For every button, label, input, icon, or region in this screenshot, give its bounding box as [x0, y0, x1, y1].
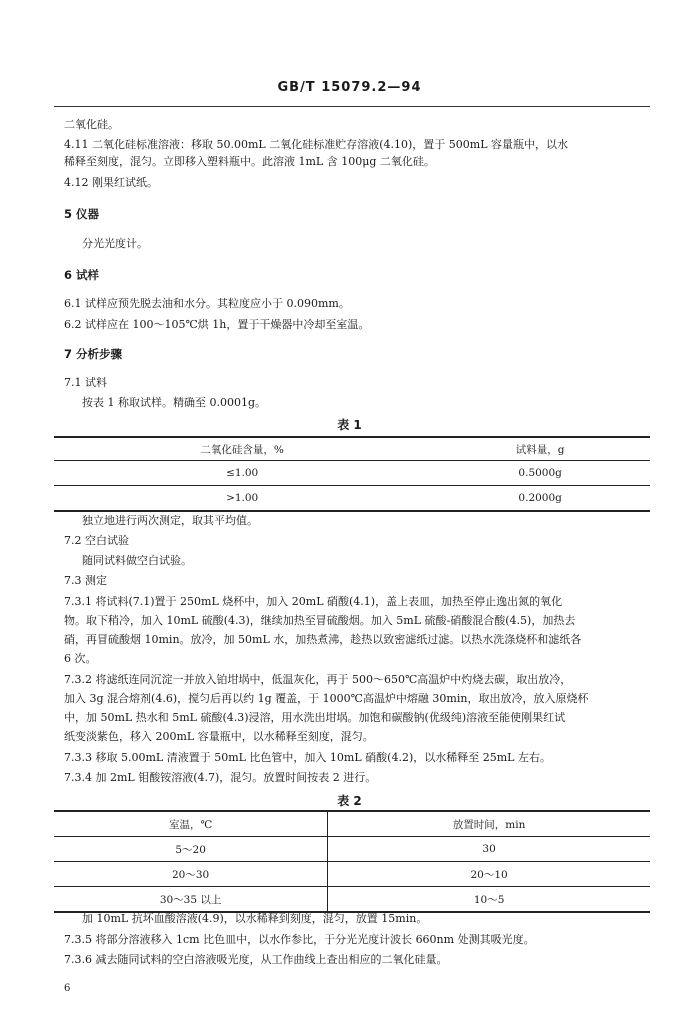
table-cell: 20～10 [328, 862, 650, 887]
page-number: 6 [64, 983, 71, 994]
table1-header-silica: 二氧化硅含量，% [54, 437, 430, 461]
table-cell: 10～5 [328, 887, 650, 913]
paragraph: 中，加 50mL 热水和 5mL 硫酸(4.3)浸溶，用水洗出坩埚。加饱和碳酸钠(优级纯)溶液至能使刚果红试 [64, 711, 566, 724]
table-cell: 20～30 [54, 862, 328, 887]
paragraph: 加 10mL 抗坏血酸溶液(4.9)，以水稀释到刻度，混匀，放置 15min。 [82, 912, 428, 925]
clause-7-3-6: 7.3.6 减去随同试料的空白溶液吸光度，从工作曲线上查出相应的二氧化硅量。 [64, 953, 448, 966]
table1-header-sample-mass: 试料量，g [430, 437, 650, 461]
clause-7-3-1: 7.3.1 将试料(7.1)置于 250mL 烧杯中，加入 20mL 硝酸(4.1)，盖上表皿，加热至停止逸出氮的氧化 [64, 595, 563, 608]
table-1 [54, 436, 650, 512]
table-cell: 5～20 [54, 837, 328, 862]
table2-header-room-temperature: 室温，℃ [54, 811, 328, 837]
table-cell: 30 [328, 837, 650, 862]
table-cell: 0.2000g [430, 486, 650, 512]
paragraph: 物。取下稍冷，加入 10mL 硫酸(4.3)，继续加热至冒硫酸烟。加入 5mL 硫酸-硝酸混合酸(4.5)，加热去 [64, 614, 576, 627]
paragraph: 稀释至刻度，混匀。立即移入塑料瓶中。此溶液 1mL 含 100μg 二氧化硅。 [64, 155, 435, 168]
header-rule [54, 106, 650, 107]
clause-4-12: 4.12 刚果红试纸。 [64, 176, 158, 189]
paragraph: 纸变淡紫色，移入 200mL 容量瓶中，以水稀释至刻度，混匀。 [64, 730, 374, 743]
clause-7-3: 7.3 测定 [64, 574, 107, 587]
table-row [54, 837, 650, 862]
paragraph: 独立地进行两次测定，取其平均值。 [82, 514, 258, 527]
table-cell: 30～35 以上 [54, 887, 328, 913]
table1-caption: 表 1 [337, 418, 362, 432]
clause-7-3-3: 7.3.3 移取 5.00mL 清液置于 50mL 比色管中，加入 10mL 硝酸(4.2)，以水稀释至 25mL 左右。 [64, 751, 551, 764]
table-cell: ≤1.00 [54, 461, 430, 486]
section-5-heading: 5 仪器 [64, 207, 100, 221]
section-6-heading: 6 试样 [64, 268, 100, 282]
table-row [54, 461, 650, 486]
paragraph: 随同试料做空白试验。 [82, 554, 192, 567]
paragraph: 加入 3g 混合熔剂(4.6)，搅匀后再以约 1g 覆盖，于 1000℃高温炉中熔融 30min，取出放冷，放入原烧杯 [64, 692, 589, 705]
clause-6-2: 6.2 试样应在 100～105℃烘 1h，置于干燥器中冷却至室温。 [64, 318, 370, 331]
section-7-heading: 7 分析步骤 [64, 347, 123, 361]
clause-4-11: 4.11 二氧化硅标准溶液：移取 50.00mL 二氧化硅标准贮存溶液(4.10)，置于 500mL 容量瓶中，以水 [64, 138, 569, 151]
clause-7-3-5: 7.3.5 将部分溶液移入 1cm 比色皿中，以水作参比，于分光光度计波长 660nm 处测其吸光度。 [64, 933, 535, 946]
table-cell: 0.5000g [430, 461, 650, 486]
table2-caption: 表 2 [337, 794, 362, 808]
paragraph: 6 次。 [64, 652, 97, 665]
standard-header: GB/T 15079.2—94 [277, 80, 422, 95]
table-cell: >1.00 [54, 486, 430, 512]
clause-7-3-4: 7.3.4 加 2mL 钼酸铵溶液(4.7)，混匀。放置时间按表 2 进行。 [64, 771, 377, 784]
clause-7-2: 7.2 空白试验 [64, 534, 129, 547]
paragraph: 按表 1 称取试样。精确至 0.0001g。 [82, 396, 267, 409]
clause-6-1: 6.1 试样应预先脱去油和水分。其粒度应小于 0.090mm。 [64, 297, 350, 310]
paragraph: 分光光度计。 [82, 237, 148, 250]
table2-header-standing-time: 放置时间，min [328, 811, 650, 837]
clause-7-1: 7.1 试料 [64, 376, 107, 389]
clause-7-3-2: 7.3.2 将滤纸连同沉淀一并放入铂坩埚中，低温灰化，再于 500～650℃高温炉中灼烧去碳，取出放冷， [64, 673, 572, 686]
table-row [54, 862, 650, 887]
paragraph: 二氧化硅。 [64, 118, 119, 131]
table-row [54, 887, 650, 913]
table-row [54, 486, 650, 512]
paragraph: 硝，再冒硫酸烟 10min。放冷，加 50mL 水，加热煮沸，趁热以致密滤纸过滤。以热水洗涤烧杯和滤纸各 [64, 633, 582, 646]
table-2 [54, 810, 650, 913]
